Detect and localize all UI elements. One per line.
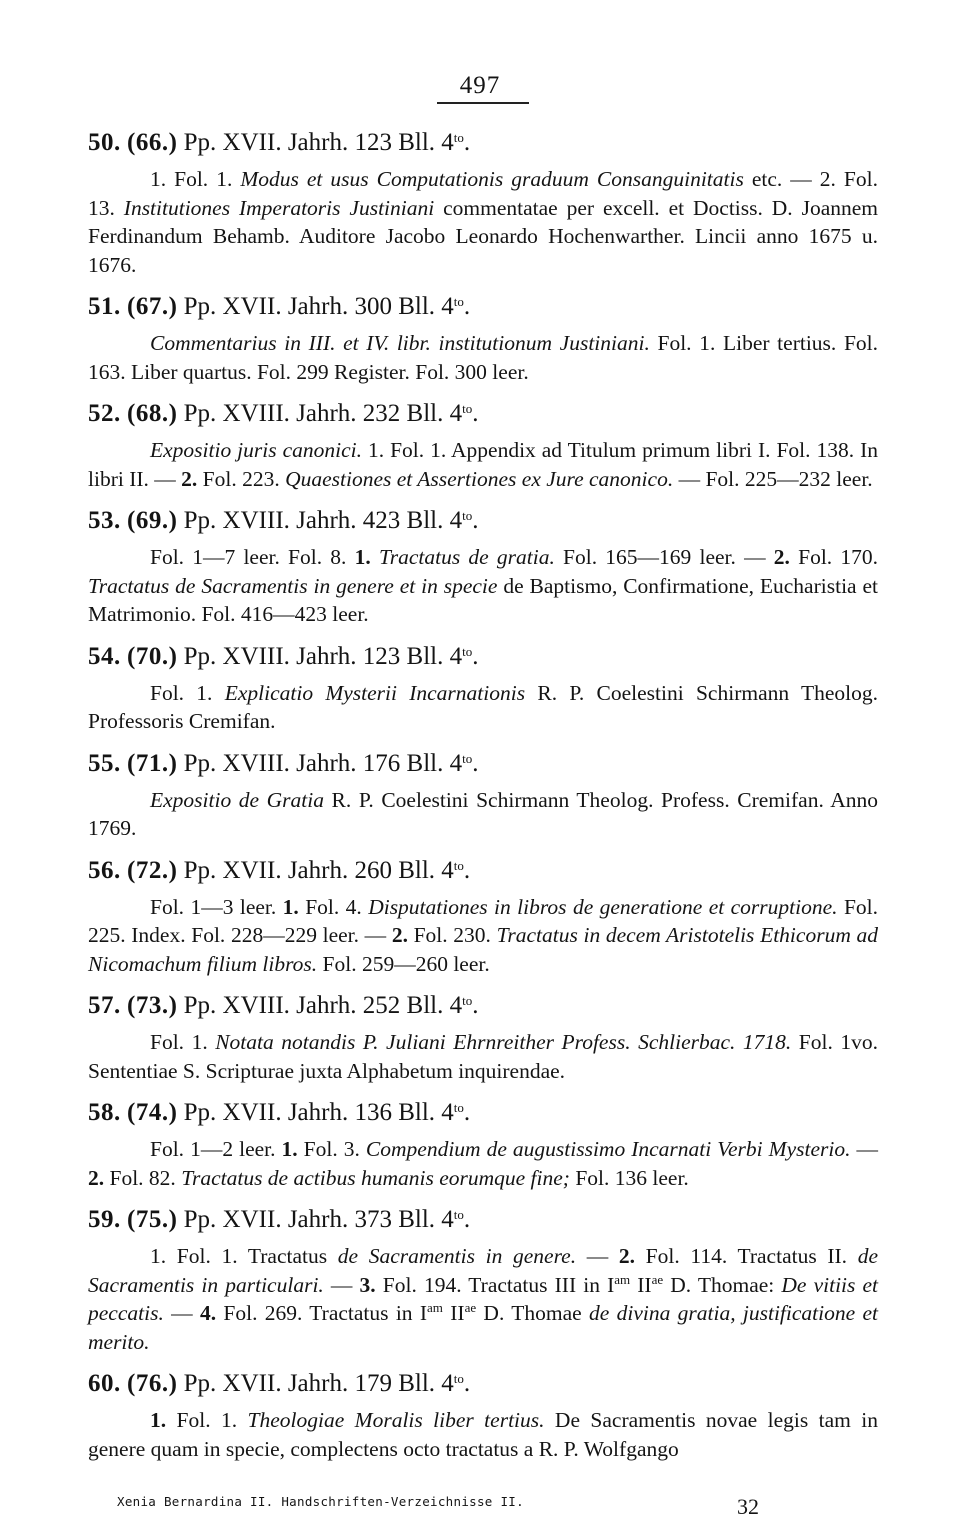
- catalog-entry: [88, 749, 878, 843]
- entry-heading: [88, 128, 878, 158]
- body-text: 1. Fol. 1.: [150, 167, 241, 191]
- body-text: Fol. 136 leer.: [569, 1165, 689, 1190]
- body-text: —: [323, 1272, 360, 1297]
- entry-description: Pp. XVII. Jahrh. 123 Bll. 4: [183, 129, 454, 156]
- body-text: 1. Fol. 1. Appendix ad Titulum primum libri I. Fol. 138. In libri II. —: [88, 438, 878, 491]
- body-text: Fol. 165—169 leer. —: [554, 545, 774, 569]
- format-superscript: to: [453, 857, 464, 873]
- entry-old-number: (71.): [127, 749, 178, 777]
- body-text: De Sacramentis novae legis tam in genere quam in specie, complectens octo tractatus a R. P. Wolfgango: [88, 1408, 878, 1461]
- entry-description: Pp. XVIII. Jahrh. 232 Bll. 4: [183, 400, 463, 427]
- superscript-text: ae: [464, 1300, 477, 1315]
- body-text: Fol. 1—2 leer.: [150, 1137, 282, 1161]
- entry-old-number: (67.): [127, 293, 178, 320]
- part-number: 1.: [282, 894, 299, 919]
- body-text: Fol. 1. Liber tertius. Fol. 163. Liber quartus. Fol. 299 Register. Fol. 300 leer.: [88, 331, 878, 384]
- superscript-text: am: [614, 1271, 631, 1287]
- body-text: Fol. 170.: [789, 545, 878, 569]
- part-number: 1.: [281, 1137, 298, 1161]
- superscript-text: am: [427, 1300, 443, 1315]
- entry-old-number: (69.): [127, 507, 178, 534]
- title-text: Commentarius in III. et IV. libr. institutionum Justiniani.: [150, 331, 650, 355]
- entry-body: [88, 1135, 878, 1192]
- body-text: II: [442, 1301, 465, 1325]
- format-superscript: to: [462, 508, 473, 523]
- entry-heading-tail: .: [463, 856, 471, 884]
- entry-number: 60.: [88, 1370, 121, 1397]
- part-number: 2.: [181, 466, 198, 491]
- title-text: Expositio de Gratia: [150, 787, 324, 812]
- entry-number: 56.: [88, 856, 121, 884]
- title-text: Tractatus de actibus humanis eorumque fine;: [181, 1165, 570, 1190]
- title-text: de Sacramentis in particulari.: [88, 1244, 878, 1297]
- entry-heading-tail: .: [472, 642, 479, 670]
- entry-heading-tail: .: [463, 129, 471, 156]
- format-superscript: to: [453, 1207, 464, 1222]
- entry-description: Pp. XVIII. Jahrh. 176 Bll. 4: [183, 749, 463, 777]
- title-text: de divina gratia, justificatione et merito.: [88, 1301, 878, 1354]
- entry-heading: [88, 642, 878, 672]
- body-text: Fol. 1.: [150, 1030, 216, 1054]
- body-text: Fol. 269. Tractatus in I: [216, 1301, 428, 1325]
- entry-old-number: (68.): [127, 400, 178, 427]
- entry-heading: [88, 1098, 878, 1128]
- entry-body: [88, 543, 878, 629]
- body-text: Fol. 4.: [298, 894, 369, 919]
- entry-heading: [88, 506, 878, 536]
- entry-heading-tail: .: [472, 400, 479, 427]
- page-number: 497: [459, 72, 501, 99]
- entry-number: 52.: [88, 400, 121, 427]
- body-text: —: [163, 1301, 200, 1325]
- body-text: Fol. 223.: [197, 466, 286, 491]
- entry-heading-tail: .: [472, 749, 479, 777]
- title-text: Quaestiones et Assertiones ex Jure canonico.: [285, 466, 674, 491]
- entry-description: Pp. XVIII. Jahrh. 252 Bll. 4: [183, 992, 463, 1019]
- entry-body: [88, 329, 878, 386]
- body-text: R. P. Coelestini Schirmann Theolog. Profess. Cremifan. Anno 1769.: [88, 787, 878, 840]
- title-text: Tractatus in decem Aristotelis Ethicorum ad Nicomachum filium libros.: [88, 923, 878, 976]
- title-text: Notata notandis P. Juliani Ehrnreither Profess. Schlierbac. 1718.: [215, 1030, 792, 1054]
- entry-description: Pp. XVII. Jahrh. 136 Bll. 4: [183, 1099, 454, 1126]
- part-number: 2.: [88, 1165, 105, 1190]
- entry-heading: [88, 856, 878, 886]
- catalog-entry: [88, 1205, 878, 1356]
- part-number: 3.: [359, 1272, 376, 1297]
- entry-old-number: (76.): [127, 1370, 178, 1397]
- title-text: Tractatus de Sacramentis in genere et in specie: [88, 573, 498, 598]
- entry-number: 53.: [88, 507, 121, 534]
- entry-heading-tail: .: [463, 1099, 471, 1126]
- body-text: Fol. 82.: [104, 1165, 182, 1190]
- entry-heading: [88, 1205, 878, 1235]
- footer-series-title: Xenia Bernardina II. Handschriften-Verzeichnisse II.: [117, 1494, 524, 1509]
- entry-heading-tail: .: [463, 1370, 471, 1397]
- entry-description: Pp. XVIII. Jahrh. 423 Bll. 4: [183, 507, 463, 534]
- entry-heading-tail: .: [472, 992, 479, 1019]
- entry-heading: [88, 1369, 878, 1399]
- entry-description: Pp. XVII. Jahrh. 300 Bll. 4: [183, 293, 454, 320]
- entry-body: [88, 1242, 878, 1356]
- format-superscript: to: [453, 1371, 464, 1386]
- entry-old-number: (66.): [127, 129, 178, 156]
- body-text: Fol. 259—260 leer.: [317, 951, 490, 976]
- entry-body: [88, 436, 878, 493]
- body-text: etc. — 2. Fol. 13.: [88, 167, 878, 220]
- body-text: Fol. 225. Index. Fol. 228—229 leer. —: [88, 894, 879, 947]
- entry-body: [88, 1406, 878, 1463]
- entry-description: Pp. XVII. Jahrh. 373 Bll. 4: [183, 1206, 454, 1233]
- body-text: [371, 545, 379, 569]
- format-superscript: to: [462, 993, 473, 1008]
- part-number: 4.: [199, 1301, 217, 1325]
- entry-number: 54.: [88, 642, 121, 670]
- entry-number: 50.: [88, 129, 121, 156]
- entry-body: [88, 786, 878, 843]
- entry-body: [88, 893, 878, 979]
- format-superscript: to: [462, 750, 473, 766]
- catalog-entries: [88, 128, 878, 1476]
- catalog-entry: [88, 399, 878, 493]
- superscript-text: ae: [651, 1271, 664, 1287]
- body-text: de Baptismo, Confirmatione, Eucharistia et Matrimonio. Fol. 416—423 leer.: [88, 573, 878, 626]
- catalog-entry: [88, 991, 878, 1085]
- body-text: Fol. 114. Tractatus II.: [635, 1244, 858, 1268]
- body-text: Fol. 194. Tractatus III in I: [375, 1272, 615, 1297]
- entry-body: [88, 679, 878, 736]
- body-text: II: [630, 1272, 652, 1297]
- title-text: Disputationes in libros de generatione et corruptione.: [368, 894, 838, 919]
- part-number: 1.: [354, 545, 371, 569]
- body-text: Fol. 1—3 leer.: [150, 894, 283, 919]
- format-superscript: to: [453, 130, 464, 145]
- body-text: Fol. 3.: [297, 1137, 366, 1161]
- catalog-entry: [88, 642, 878, 736]
- part-number: 1.: [150, 1408, 167, 1432]
- part-number: 2.: [391, 923, 408, 947]
- entry-heading-tail: .: [463, 293, 471, 320]
- entry-heading: [88, 991, 878, 1021]
- title-text: Explicatio Mysterii Incarnationis: [224, 680, 526, 705]
- body-text: — Fol. 225—232 leer.: [673, 466, 873, 491]
- title-text: De vitiis et peccatis.: [88, 1272, 879, 1325]
- catalog-entry: [88, 506, 878, 629]
- part-number: 2.: [618, 1244, 636, 1268]
- body-text: Fol. 1.: [150, 680, 225, 705]
- format-superscript: to: [462, 401, 473, 416]
- title-text: Modus et usus Computationis graduum Consanguinitatis: [240, 167, 744, 191]
- body-text: 1. Fol. 1. Tractatus: [150, 1244, 338, 1268]
- catalog-entry: [88, 128, 878, 279]
- entry-heading: [88, 749, 878, 779]
- entry-old-number: (75.): [127, 1206, 178, 1233]
- body-text: Fol. 1.: [166, 1408, 248, 1432]
- entry-description: Pp. XVIII. Jahrh. 123 Bll. 4: [183, 642, 463, 670]
- title-text: Compendium de augustissimo Incarnati Verbi Mysterio.: [365, 1137, 851, 1161]
- entry-number: 57.: [88, 992, 121, 1019]
- entry-heading-tail: .: [463, 1206, 471, 1233]
- entry-number: 55.: [88, 749, 121, 777]
- entry-old-number: (70.): [127, 642, 178, 670]
- entry-number: 58.: [88, 1099, 121, 1126]
- title-text: Institutiones Imperatoris Justiniani: [123, 195, 435, 220]
- entry-old-number: (74.): [127, 1099, 178, 1126]
- body-text: Fol. 1vo. Sententiae S. Scripturae juxta Alphabetum inquirendae.: [88, 1030, 878, 1083]
- page-number-rule: [437, 102, 529, 104]
- body-text: commentatae per excell. et Doctiss. D. Joannem Ferdinandum Behamb. Auditore Jacobo Leonardo Hochenwarther. Lincii anno 1675 u. 1676.: [88, 195, 878, 277]
- title-text: Theologiae Moralis liber tertius.: [247, 1408, 545, 1432]
- entry-description: Pp. XVII. Jahrh. 260 Bll. 4: [183, 856, 454, 884]
- entry-body: [88, 165, 878, 279]
- title-text: Tractatus de gratia.: [378, 545, 555, 569]
- entry-heading: [88, 399, 878, 429]
- entry-old-number: (72.): [127, 856, 178, 884]
- body-text: D. Thomae: [476, 1301, 589, 1325]
- body-text: —: [576, 1244, 619, 1268]
- format-superscript: to: [453, 1100, 464, 1115]
- format-superscript: to: [453, 294, 464, 309]
- body-text: D. Thomae:: [663, 1272, 782, 1297]
- body-text: Fol. 230.: [407, 923, 497, 947]
- title-text: Expositio juris canonici.: [150, 438, 362, 462]
- entry-number: 51.: [88, 293, 121, 320]
- body-text: R. P. Coelestini Schirmann Theolog. Professoris Cremifan.: [88, 680, 879, 733]
- catalog-entry: [88, 1369, 878, 1463]
- body-text: —: [850, 1137, 878, 1161]
- part-number: 2.: [773, 545, 790, 569]
- catalog-entry: [88, 856, 878, 979]
- entry-body: [88, 1028, 878, 1085]
- entry-description: Pp. XVII. Jahrh. 179 Bll. 4: [183, 1370, 454, 1397]
- entry-old-number: (73.): [127, 992, 178, 1019]
- entry-heading: [88, 292, 878, 322]
- catalog-entry: [88, 292, 878, 386]
- catalog-entry: [88, 1098, 878, 1192]
- title-text: de Sacramentis in genere.: [337, 1244, 577, 1268]
- format-superscript: to: [462, 643, 473, 659]
- signature-mark: 32: [737, 1494, 759, 1519]
- entry-number: 59.: [88, 1206, 121, 1233]
- entry-heading-tail: .: [472, 507, 479, 534]
- body-text: Fol. 1—7 leer. Fol. 8.: [150, 545, 355, 569]
